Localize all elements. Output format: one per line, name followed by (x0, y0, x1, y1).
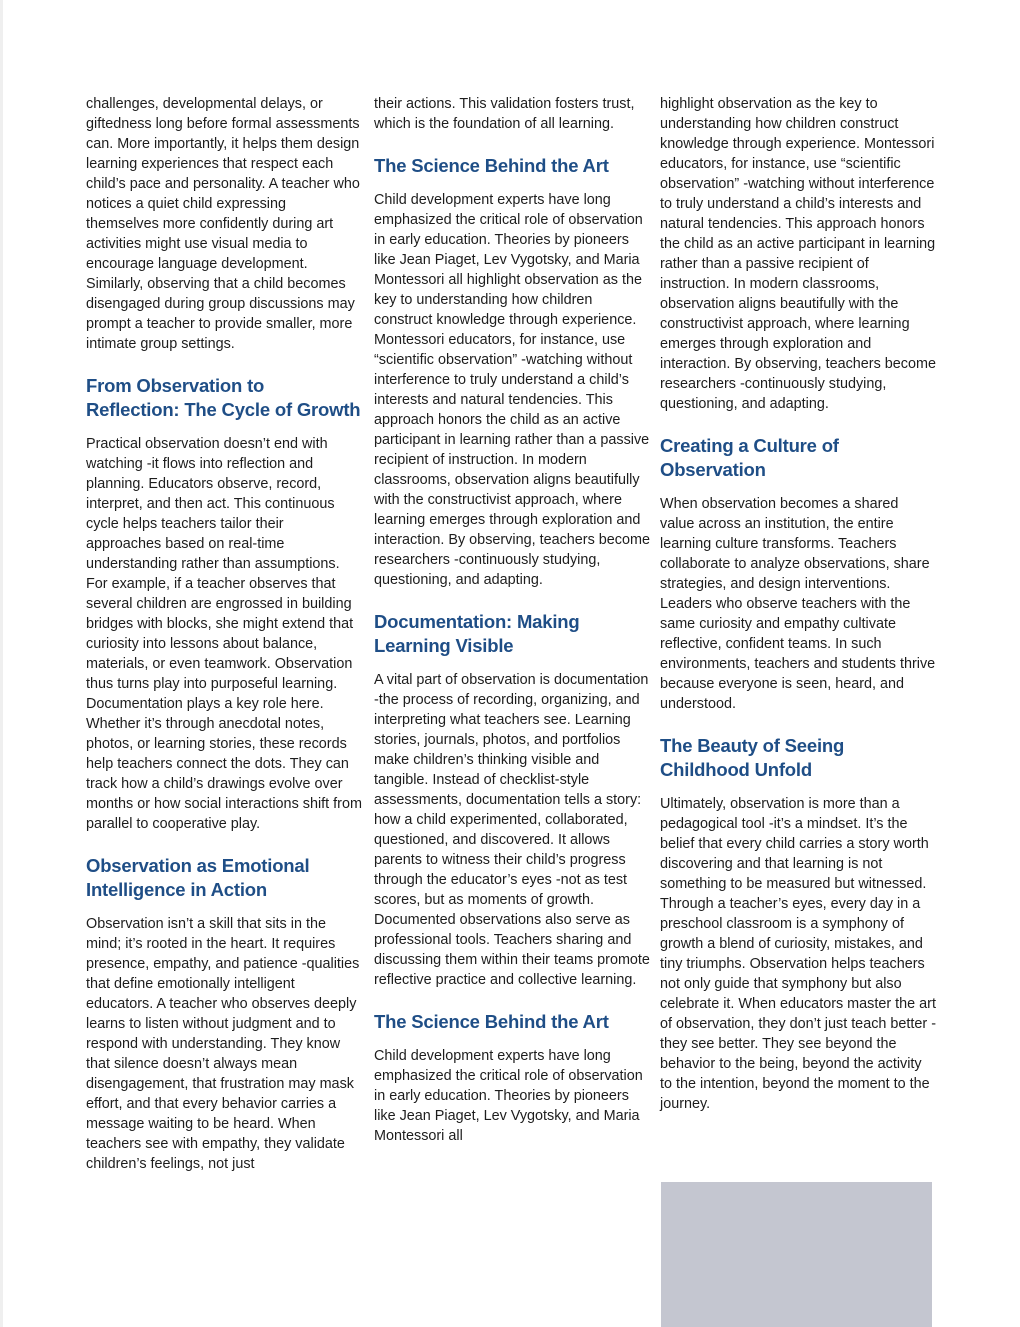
body-paragraph: highlight observation as the key to understanding how children construct knowledge through experience. Montessori educators, for instance, use “scientific observation” -watching without interference to truly understand a child’s interests and natural tendencies. This approach honors the child as an active participant in learning rather than a passive recipient of instruction. In modern classrooms, observation aligns beautifully with the constructivist approach, where learning emerges through exploration and interaction. By observing, teachers become researchers -continuously studying, questioning, and adapting. (660, 96, 936, 412)
body-paragraph: When observation becomes a shared value across an institution, the entire learning culture transforms. Teachers collaborate to analyze observations, share strategies, and design interventions. Leaders who observe teachers with the same curiosity and empathy cultivate reflective, confident teams. In such environments, teachers and students thrive because everyone is seen, heard, and understood. (660, 496, 936, 712)
body-paragraph: Practical observation doesn’t end with watching -it flows into reflection and planning. Educators observe, record, interpret, and then act. This continuous cycle helps teachers tailor their approaches based on real-time understanding rather than assumptions. For example, if a teacher observes that several children are engrossed in building bridges with blocks, she might extend that curiosity into lessons about balance, materials, or even teamwork. Observation thus turns play into purposeful learning. Documentation plays a key role here. Whether it’s through anecdotal notes, photos, or learning stories, these records help teachers connect the dots. They can track how a child’s drawings evolve over months or how social interactions shift from parallel to cooperative play. (86, 436, 362, 832)
section-heading: The Science Behind the Art (374, 155, 609, 176)
body-paragraph: Child development experts have long emphasized the critical role of observation in early education. Theories by pioneers like Jean Piaget, Lev Vygotsky, and Maria Montessori all highlight observation as the key to understanding how children construct knowledge through experience. Montessori educators, for instance, use “scientific observation” -watching without interference to truly understand a child’s interests and natural tendencies. This approach honors the child as an active participant in learning rather than a passive recipient of instruction. In modern classrooms, observation aligns beautifully with the constructivist approach, where learning emerges through exploration and interaction. By observing, teachers become researchers -continuously studying, questioning, and adapting. (374, 192, 650, 588)
column-2 (374, 94, 650, 1146)
column-1 (86, 94, 362, 1174)
body-paragraph: A vital part of observation is documentation -the process of recording, organizing, and interpreting what teachers see. Learning stories, journals, photos, and portfolios make children’s thinking visible and tangible. Instead of checklist-style assessments, documentation tells a story: how a child experimented, collaborated, questioned, and discovered. It allows parents to witness their child’s progress through the educator’s eyes -not as test scores, but as moments of growth. Documented observations also serve as professional tools. Teachers sharing and discussing them within their teams promote reflective practice and collective learning. (374, 672, 650, 988)
column-3 (660, 94, 936, 1114)
page-edge-divider (0, 0, 3, 1327)
body-paragraph: their actions. This validation fosters trust, which is the foundation of all learning. (374, 96, 635, 132)
body-paragraph: Ultimately, observation is more than a pedagogical tool -it’s a mindset. It’s the belief that every child carries a story worth discovering and that learning is not something to be measured but witnessed. Through a teacher’s eyes, every day in a preschool classroom is a symphony of growth a blend of curiosity, mistakes, and tiny triumphs. Observation helps teachers not only guide that symphony but also celebrate it. When educators master the art of observation, they don’t just teach better -they see better. They see beyond the behavior to the being, beyond the activity to the intention, beyond the moment to the journey. (660, 796, 936, 1112)
section-heading: Creating a Culture of Observation (660, 435, 839, 480)
section-heading: Documentation: Making Learning Visible (374, 611, 580, 656)
section-heading: The Science Behind the Art (374, 1011, 609, 1032)
section-heading: Observation as Emotional Intelligence in Action (86, 855, 310, 900)
section-heading: The Beauty of Seeing Childhood Unfold (660, 735, 845, 780)
gray-image-placeholder (661, 1182, 932, 1327)
body-paragraph: challenges, developmental delays, or giftedness long before formal assessments can. More importantly, it helps them design learning experiences that respect each child’s pace and personality. A teacher who notices a quiet child expressing themselves more confidently during art activities might use visual media to encourage language development. Similarly, observing that a child becomes disengaged during group discussions may prompt a teacher to provide smaller, more intimate group settings. (86, 96, 360, 352)
section-heading: From Observation to Reflection: The Cycle of Growth (86, 375, 361, 420)
body-paragraph: Child development experts have long emphasized the critical role of observation in early education. Theories by pioneers like Jean Piaget, Lev Vygotsky, and Maria Montessori all (374, 1048, 643, 1144)
body-paragraph: Observation isn’t a skill that sits in the mind; it’s rooted in the heart. It requires presence, empathy, and patience -qualities that define emotionally intelligent educators. A teacher who observes deeply learns to listen without judgment and to respond with understanding. They know that silence doesn’t always mean disengagement, that frustration may mask effort, and that every behavior carries a message waiting to be heard. When teachers see with empathy, they validate children’s feelings, not just (86, 916, 360, 1172)
